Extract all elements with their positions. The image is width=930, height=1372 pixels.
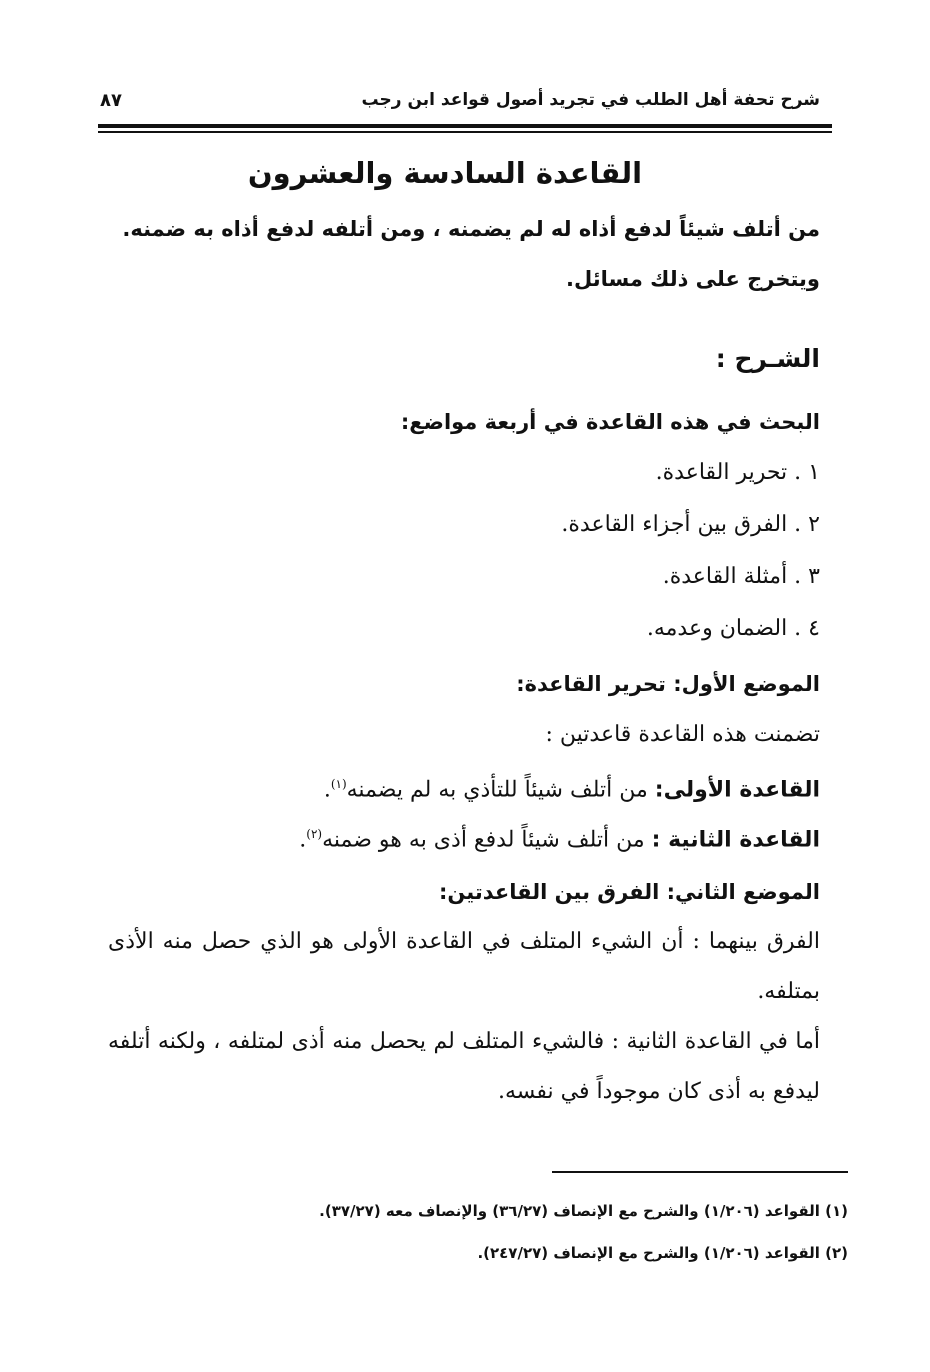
footnote-ref-1[interactable]: (١) <box>330 777 347 791</box>
sub-rule-2-text: من أتلف شيئاً لدفع أذى به هو ضمنه <box>322 827 652 853</box>
page-number: ٨٧ <box>100 90 122 111</box>
sub-rule-2-label: القاعدة الثانية : <box>651 827 820 853</box>
sharh-heading: الشـرح : <box>715 344 820 373</box>
list-item-4: ٤ . الضمان وعدمه. <box>646 616 820 641</box>
list-item-1: ١ . تحرير القاعدة. <box>655 460 820 485</box>
header-rule-thick <box>98 124 832 128</box>
footnote-1: (١) القواعد (١/٢٠٦) والشرح مع الإنصاف (٣٦/٢٧) والإنصاف معه (٣٧/٢٧). <box>319 1202 848 1220</box>
sub-rule-1: القاعدة الأولى: من أتلف شيئاً للتأذي به لم يضمنه$^{(١)}$. <box>323 777 820 803</box>
sub-rule-1-text: من أتلف شيئاً للتأذي به لم يضمنه <box>346 777 655 803</box>
section-2-para-1-line-1: الفرق بينهما : أن الشيء المتلف في القاعدة الأولى هو الذي حصل منه الأذى <box>108 929 820 954</box>
list-item-3: ٣ . أمثلة القاعدة. <box>662 564 820 589</box>
footnote-2: (٢) القواعد (١/٢٠٦) والشرح مع الإنصاف (٢٤٧/٢٧). <box>477 1244 848 1262</box>
section-2-heading: الموضع الثاني: الفرق بين القاعدتين: <box>439 880 820 904</box>
section-2-para-2-line-1: أما في القاعدة الثانية : فالشيء المتلف لم يحصل منه أذى لمتلفه ، ولكنه أتلفه <box>108 1029 820 1054</box>
sub-rule-2: القاعدة الثانية : من أتلف شيئاً لدفع أذى به هو ضمنه$^{(٢)}$. <box>299 827 820 853</box>
header-rule-thin <box>98 131 832 133</box>
running-header-title: شرح تحفة أهل الطلب في تجريد أصول قواعد ابن رجب <box>361 90 820 110</box>
sub-rule-1-label: القاعدة الأولى: <box>654 777 820 803</box>
section-1-heading: الموضع الأول: تحرير القاعدة: <box>516 672 820 696</box>
section-1-intro: تضمنت هذه القاعدة قاعدتين : <box>545 722 820 747</box>
footnote-separator <box>552 1171 848 1173</box>
section-2-para-2-line-2: ليدفع به أذى كان موجوداً في نفسه. <box>498 1079 820 1104</box>
sharh-intro: البحث في هذه القاعدة في أربعة مواضع: <box>400 410 820 434</box>
rule-text-line-2: ويتخرج على ذلك مسائل. <box>565 267 820 291</box>
footnote-ref-2[interactable]: (٢) <box>306 827 323 841</box>
chapter-title: القاعدة السادسة والعشرون <box>247 156 643 190</box>
section-2-para-1-line-2: بمتلفه. <box>757 979 820 1004</box>
rule-text-line-1: من أتلف شيئاً لدفع أذاه له لم يضمنه ، ومن أتلفه لدفع أذاه به ضمنه. <box>122 217 820 241</box>
list-item-2: ٢ . الفرق بين أجزاء القاعدة. <box>561 512 820 537</box>
